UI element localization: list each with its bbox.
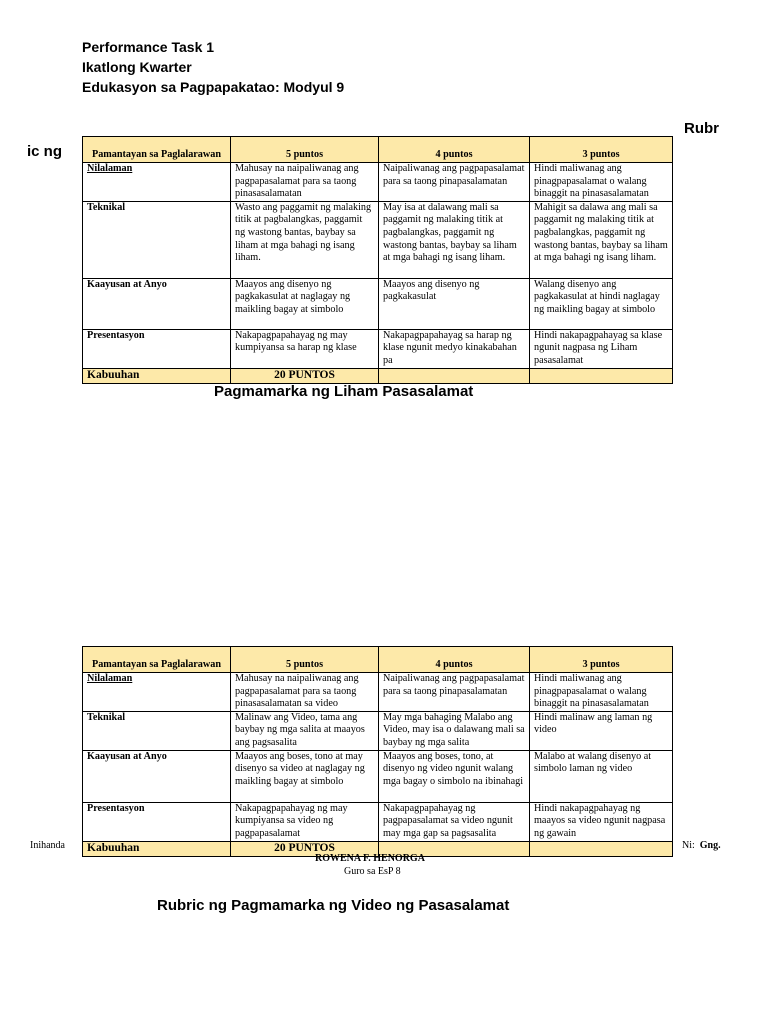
- table-row: [83, 201, 673, 278]
- header-5-points: 5 puntos: [231, 647, 379, 673]
- score-5-cell: Nakapagpapahayag ng may kumpiyansa sa harap ng klase: [231, 329, 379, 368]
- score-5-cell: Nakapagpapahayag ng may kumpiyansa sa video ng pagpapasalamat: [231, 802, 379, 841]
- table-row: [83, 278, 673, 329]
- header-5-points: 5 puntos: [231, 137, 379, 163]
- total-value: 20 PUNTOS: [231, 368, 379, 383]
- table-row: [83, 711, 673, 750]
- score-5-cell: Mahusay na naipaliwanag ang pagpapasalamat para sa taong pinasasalamatan sa video: [231, 673, 379, 712]
- criterion-cell: Presentasyon: [83, 802, 231, 841]
- score-3-cell: Hindi nakapagpahayag ng maayos sa video ngunit nagpasa ng gawain: [530, 802, 673, 841]
- score-3-cell: Walang disenyo ang pagkakasulat at hindi naglagay ng maikling bagay at simbolo: [530, 278, 673, 329]
- table-row: [83, 750, 673, 802]
- header-criteria: Pamantayan sa Paglalarawan: [83, 647, 231, 673]
- score-4-cell: Maayos ang boses, tono, at disenyo ng video ngunit walang mga bagay o simbolo na ibinahagi: [379, 750, 530, 802]
- teacher-role: Guro sa EsP 8: [344, 866, 401, 877]
- criterion-cell: Nilalaman: [83, 673, 231, 712]
- total-empty-cell: [530, 841, 673, 856]
- score-5-cell: Maayos ang disenyo ng pagkakasulat at naglagay ng maikling bagay at simbolo: [231, 278, 379, 329]
- teacher-name: ROWENA F. HENORGA: [315, 853, 425, 864]
- video-rubric-table: [82, 646, 673, 857]
- table-row: [83, 802, 673, 841]
- letter-rubric-title: Pagmamarka ng Liham Pasasalamat: [214, 383, 474, 400]
- document-header: [82, 37, 344, 97]
- criterion-cell: Presentasyon: [83, 329, 231, 368]
- by-text: Ni:: [682, 840, 695, 851]
- header-3-points: 3 puntos: [530, 647, 673, 673]
- score-4-cell: Nakapagpapahayag sa harap ng klase ngunit medyo kinakabahan pa: [379, 329, 530, 368]
- score-5-cell: Wasto ang paggamit ng malaking titik at pagbalangkas, paggamit ng wastong bantas, baybay sa liham at mga bahagi ng isang liham.: [231, 201, 379, 278]
- total-label: Kabuuhan: [83, 841, 231, 856]
- score-4-cell: Naipaliwanag ang pagpapasalamat para sa taong pinapasalamatan: [379, 673, 530, 712]
- criterion-cell: Teknikal: [83, 201, 231, 278]
- total-empty-cell: [379, 368, 530, 383]
- title-fragment-left: ic ng: [27, 143, 63, 160]
- total-row: [83, 368, 673, 383]
- task-title: Performance Task 1: [82, 39, 215, 55]
- score-3-cell: Hindi malinaw ang laman ng video: [530, 711, 673, 750]
- criterion-cell: Nilalaman: [83, 163, 231, 202]
- video-rubric-title: Rubric ng Pagmamarka ng Video ng Pasasalamat: [157, 897, 510, 914]
- table-header-row: [83, 137, 673, 163]
- table-row: [83, 673, 673, 712]
- score-4-cell: May isa at dalawang mali sa paggamit ng malaking titik at pagbalangkas, paggamit ng wastong bantas, baybay sa liham at mga bahagi ng isang liham.: [379, 201, 530, 278]
- header-3-points: 3 puntos: [530, 137, 673, 163]
- score-3-cell: Mahigit sa dalawa ang mali sa paggamit ng malaking titik at pagbalangkas, paggamit ng wastong bantas, baybay sa liham at mga bahagi ng isang liham.: [530, 201, 673, 278]
- letter-rubric-table: [82, 136, 673, 384]
- score-3-cell: Hindi nakapagpahayag sa klase ngunit nagpasa ng Liham pasasalamat: [530, 329, 673, 368]
- score-4-cell: Naipaliwanag ang pagpapasalamat para sa taong pinapasalamatan: [379, 163, 530, 202]
- header-criteria: Pamantayan sa Paglalarawan: [83, 137, 231, 163]
- total-value: 20 PUNTOS: [231, 841, 379, 856]
- honorific: Gng.: [699, 840, 721, 851]
- table-header-row: [83, 647, 673, 673]
- header-4-points: 4 puntos: [379, 647, 530, 673]
- score-4-cell: Maayos ang disenyo ng pagkakasulat: [379, 278, 530, 329]
- by-label: [682, 840, 721, 851]
- score-5-cell: Maayos ang boses, tono at may disenyo sa video at naglagay ng maikling bagay at simbolo: [231, 750, 379, 802]
- total-label: Kabuuhan: [83, 368, 231, 383]
- criterion-cell: Kaayusan at Anyo: [83, 750, 231, 802]
- subject-module: Edukasyon sa Pagpapakatao: Modyul 9: [82, 79, 345, 95]
- table-row: [83, 329, 673, 368]
- criterion-cell: Kaayusan at Anyo: [83, 278, 231, 329]
- score-3-cell: Malabo at walang disenyo at simbolo laman ng video: [530, 750, 673, 802]
- table-row: [83, 163, 673, 202]
- score-4-cell: May mga bahaging Malabo ang Video, may isa o dalawang mali sa baybay ng mga salita: [379, 711, 530, 750]
- quarter-label: Ikatlong Kwarter: [82, 59, 192, 75]
- prepared-label: Inihanda: [30, 840, 65, 851]
- score-5-cell: Mahusay na naipaliwanag ang pagpapasalamat para sa taong pinasasalamatan: [231, 163, 379, 202]
- criterion-cell: Teknikal: [83, 711, 231, 750]
- score-3-cell: Hindi maliwanag ang pinagpapasalamat o walang binaggit na pinasasalamatan: [530, 163, 673, 202]
- total-empty-cell: [530, 368, 673, 383]
- header-4-points: 4 puntos: [379, 137, 530, 163]
- score-3-cell: Hindi maliwanag ang pinagpapasalamat o walang binaggit na pinasasalamatan: [530, 673, 673, 712]
- title-fragment-right: Rubr: [684, 120, 719, 137]
- score-4-cell: Nakapagpapahayag ng pagpapasalamat sa video ngunit may mga gap sa pagsasalita: [379, 802, 530, 841]
- score-5-cell: Malinaw ang Video, tama ang baybay ng mga salita at maayos ang pagsasalita: [231, 711, 379, 750]
